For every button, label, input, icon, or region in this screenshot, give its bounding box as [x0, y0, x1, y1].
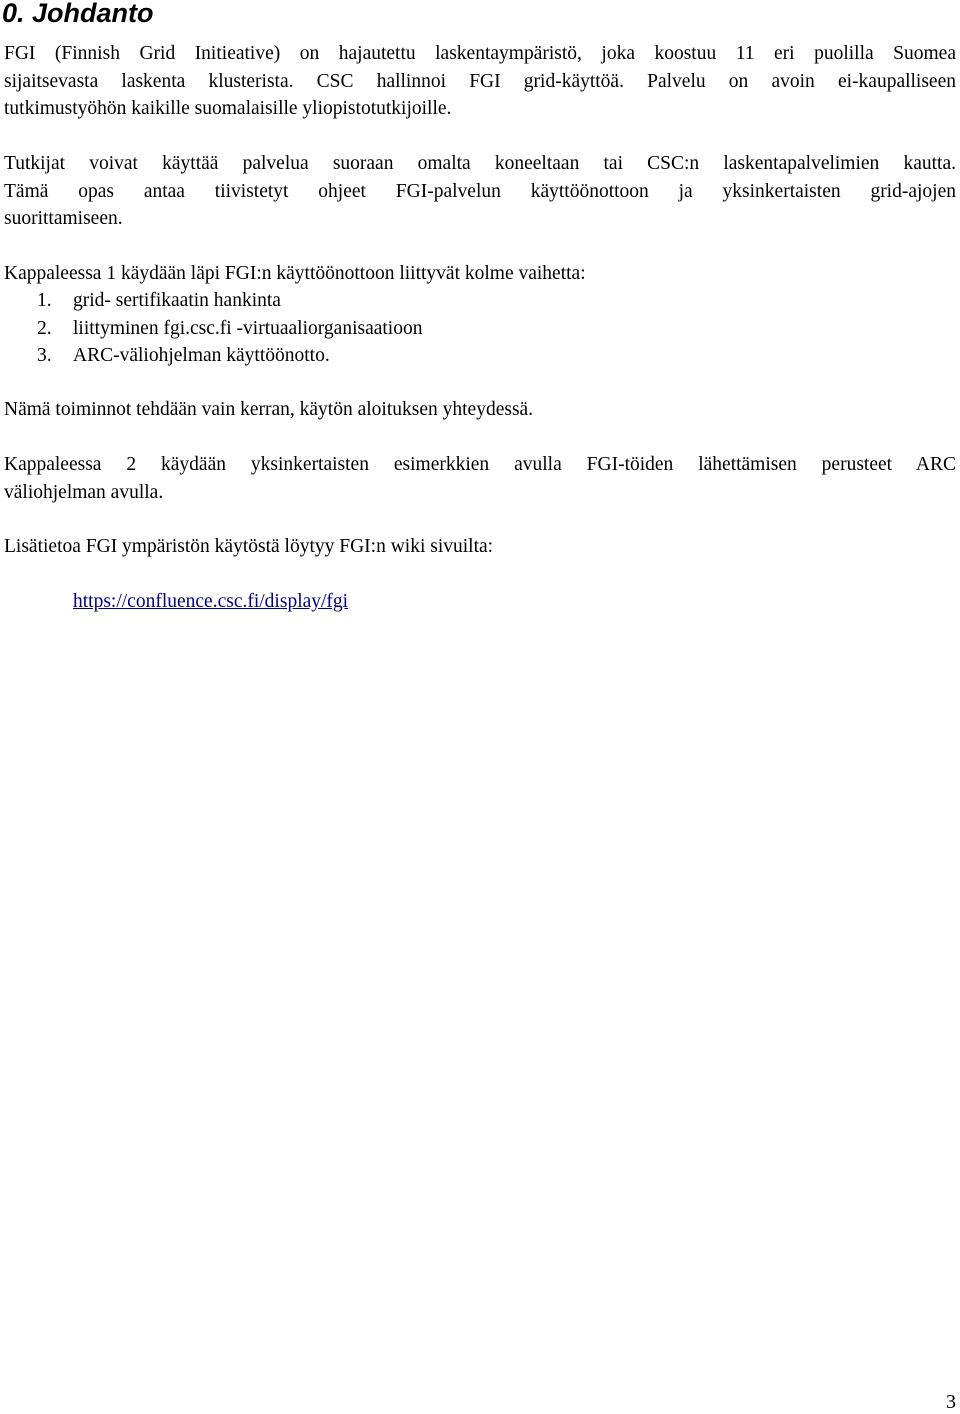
page-number: 3: [946, 1391, 956, 1413]
text-line: väliohjelman avulla.: [4, 481, 164, 503]
text-line: Lisätietoa FGI ympäristön käytöstä löytyy FGI:n wiki sivuilta:: [4, 536, 494, 557]
text-line: Kappaleessa 2 käydään yksinkertaisten esimerkkien avulla FGI-töiden lähettämisen perusteet ARC: [4, 454, 956, 475]
usage-paragraph: [4, 150, 956, 233]
text-line: Kappaleessa 1 käydään läpi FGI:n käyttöönottoon liittyvät kolme vaihetta:: [4, 263, 586, 284]
list-number: 3.: [37, 345, 52, 366]
text-line: FGI (Finnish Grid Initieative) on hajautettu laskentaympäristö, joka koostuu 11 eri puolilla Suomea: [4, 43, 956, 64]
text-line: Nämä toiminnot tehdään vain kerran, käytön aloituksen yhteydessä.: [4, 399, 534, 420]
list-item: [37, 315, 422, 343]
list-number: 1.: [37, 290, 52, 311]
once-note: [4, 396, 956, 424]
chapter2-paragraph: [4, 451, 956, 506]
list-text: liittyminen fgi.csc.fi -virtuaaliorganisaatioon: [73, 317, 423, 339]
list-text: ARC-väliohjelman käyttöönotto.: [73, 345, 330, 366]
list-item: [37, 287, 422, 315]
list-item: [37, 342, 422, 370]
intro-paragraph: [4, 40, 956, 123]
more-info-paragraph: [4, 533, 956, 561]
text-line: sijaitsevasta laskenta klusterista. CSC hallinnoi FGI grid-käyttöä. Palvelu on avoin ei-kaupalliseen: [4, 70, 956, 92]
steps-list: [37, 287, 422, 370]
text-line: Tutkijat voivat käyttää palvelua suoraan omalta koneeltaan tai CSC:n laskentapalvelimien kautta.: [4, 153, 956, 174]
list-text: grid- sertifikaatin hankinta: [73, 290, 281, 311]
text-line: tutkimustyöhön kaikille suomalaisille yliopistotutkijoille.: [4, 98, 452, 119]
section-heading: 0. Johdanto: [2, 0, 154, 28]
text-line: Tämä opas antaa tiivistetyt ohjeet FGI-palvelun käyttöönottoon ja yksinkertaisten grid-ajojen: [4, 180, 956, 202]
fgi-wiki-link[interactable]: https://confluence.csc.fi/display/fgi: [73, 591, 349, 612]
chapter1-intro: [4, 260, 956, 288]
list-number: 2.: [37, 317, 52, 339]
text-line: suorittamiseen.: [4, 208, 123, 229]
